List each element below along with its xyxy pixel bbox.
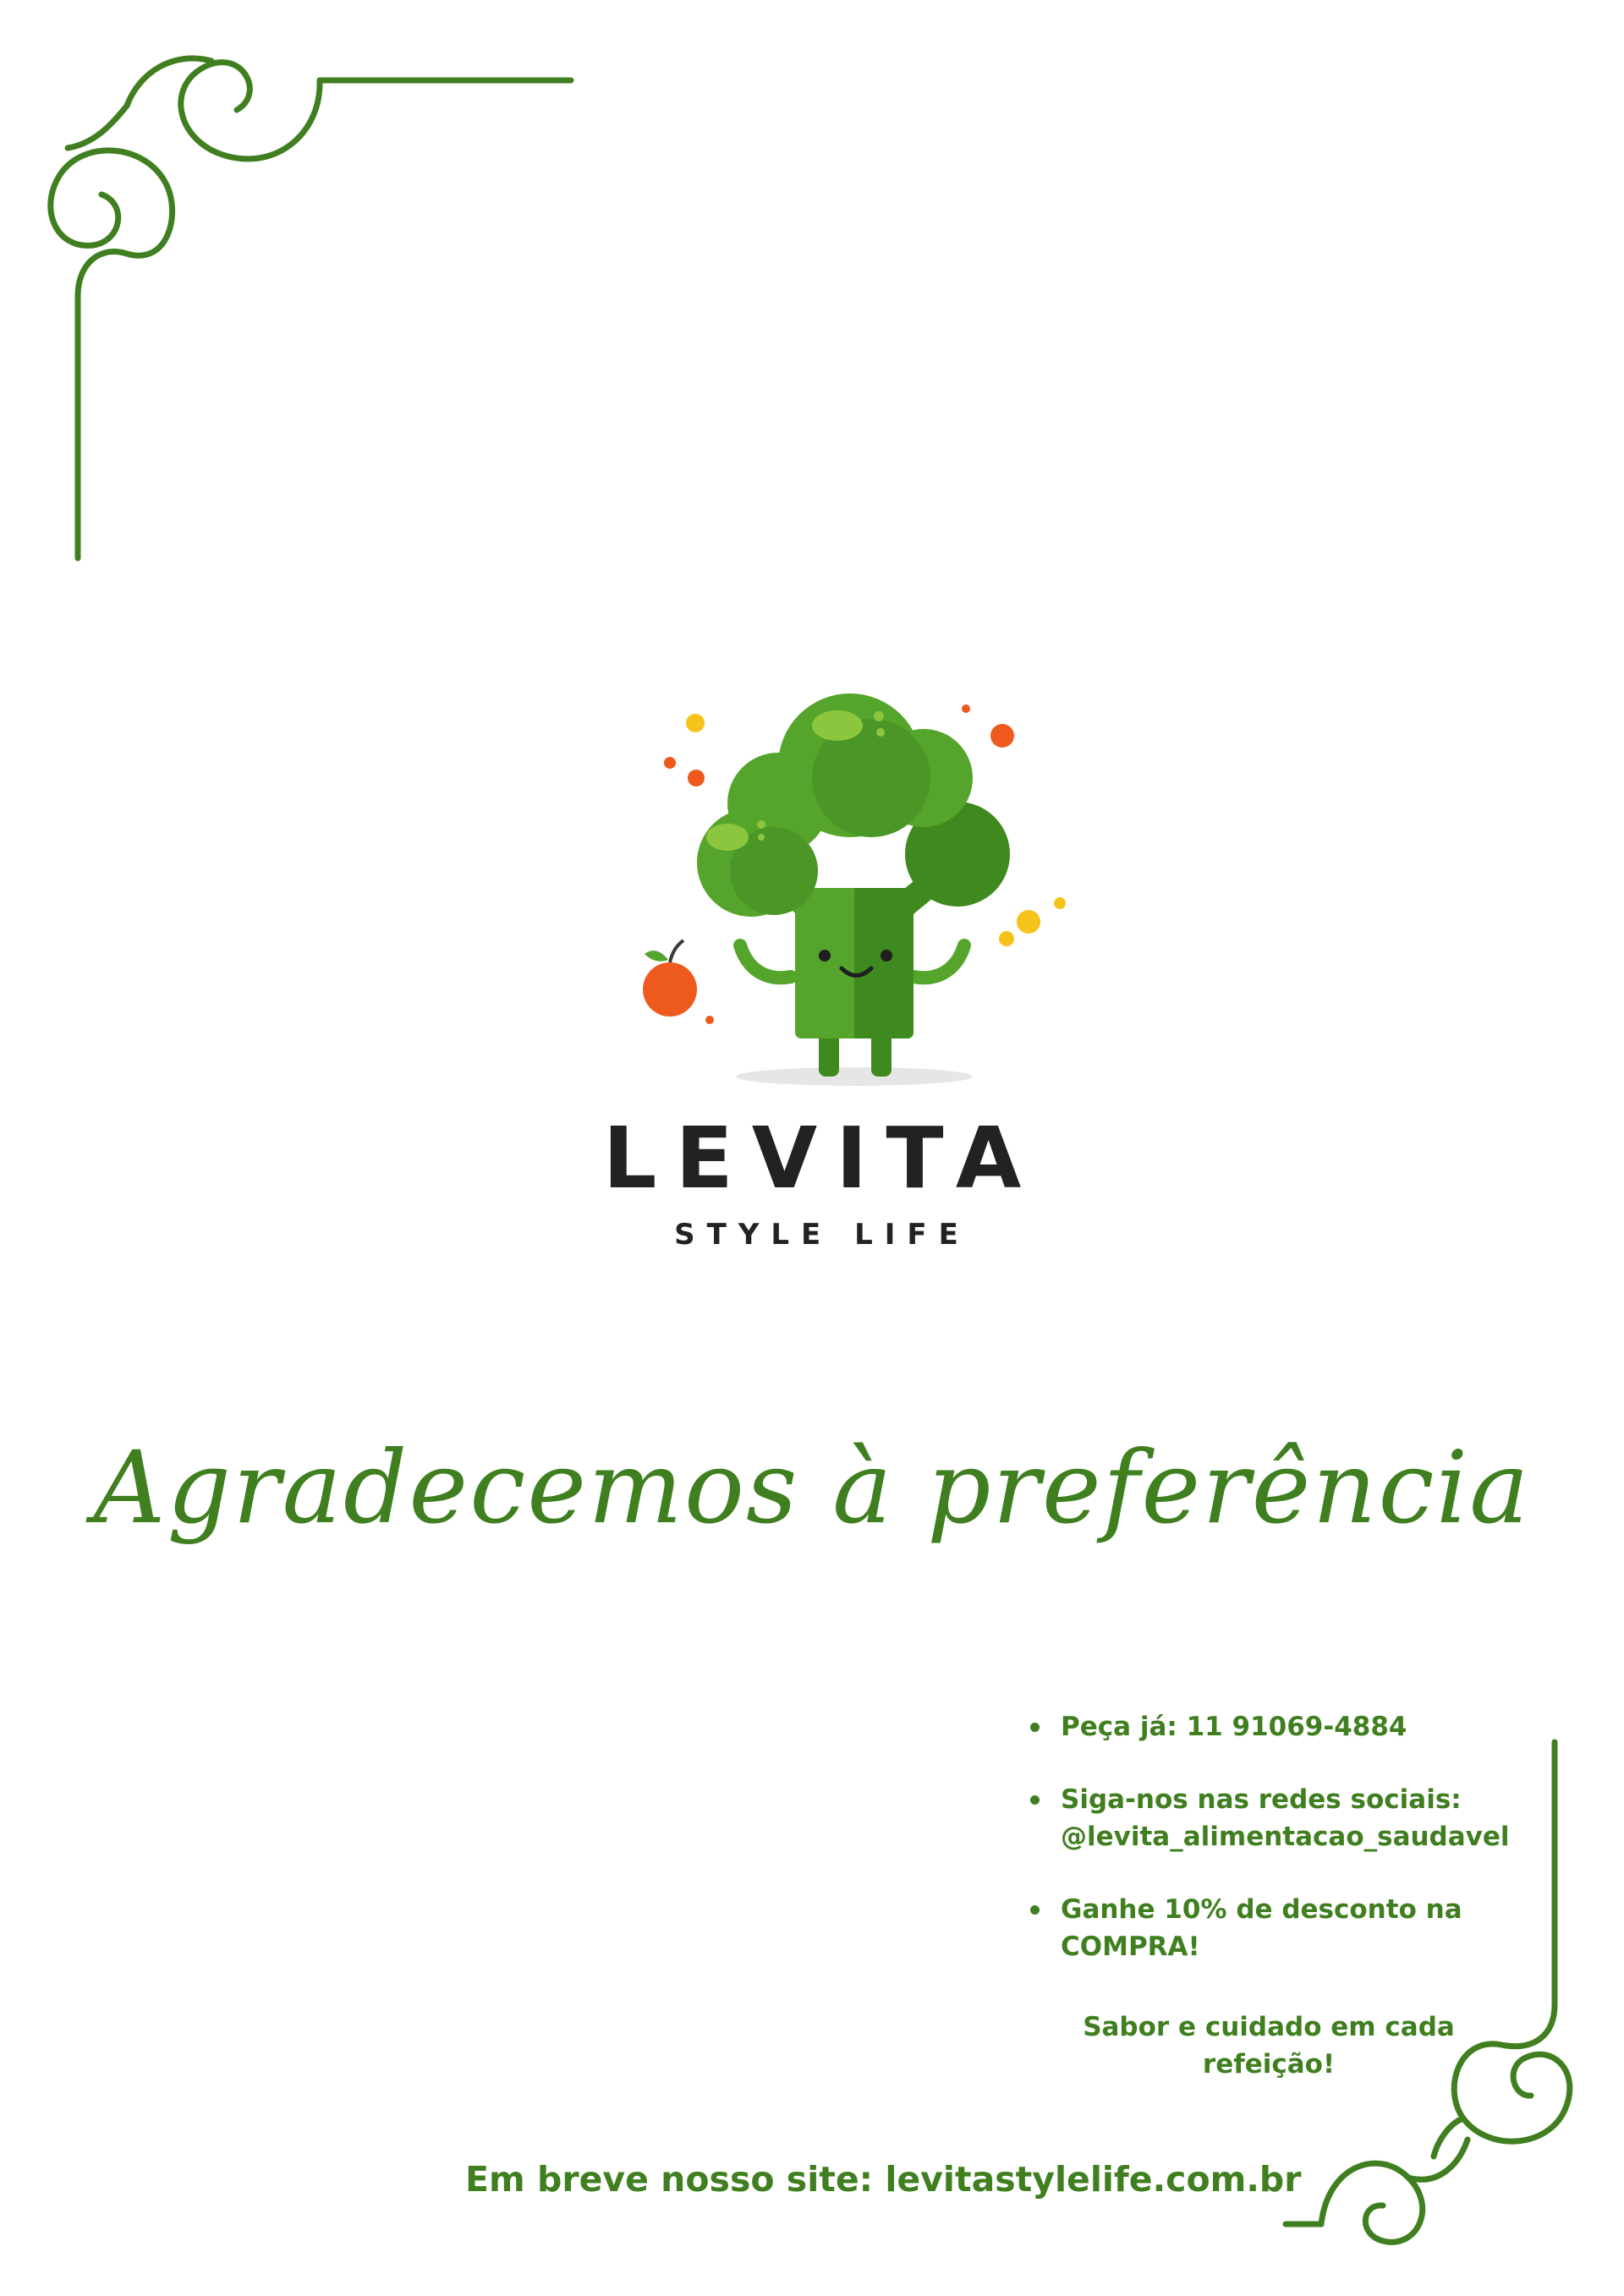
website-notice: Em breve nosso site: levitastylelife.com.br [465,2159,1302,2200]
thank-you-headline: Agradecemos à preferência [93,1429,1531,1546]
corner-ornament-top-left [0,0,592,592]
brand-name: LEVITA [602,1109,1040,1208]
info-social-handle: @levita_alimentacao_saudavel [1061,1822,1510,1852]
list-item [1023,1708,1548,1745]
brand-tagline: STYLE LIFE [674,1218,970,1252]
bullet-icon [1030,1905,1040,1915]
brand-block [558,1109,1066,1252]
slogan-line1: Sabor e cuidado em cada [1083,2012,1455,2042]
info-phone: Peça já: 11 91069-4884 [1061,1712,1407,1742]
bullet-icon [1030,1795,1040,1805]
list-item [1023,1891,1548,1965]
slogan-line2: refeição! [1202,2049,1336,2080]
info-discount-line2: COMPRA! [1061,1932,1200,1962]
info-discount-line1: Ganhe 10% de desconto na [1061,1894,1462,1925]
broccoli-mascot-icon [592,677,1100,1133]
info-list [1023,1708,1548,2001]
bullet-icon [1030,1723,1040,1732]
info-social-label: Siga-nos nas redes sociais: [1061,1784,1462,1815]
list-item [1023,1781,1548,1855]
slogan [1049,2008,1489,2083]
